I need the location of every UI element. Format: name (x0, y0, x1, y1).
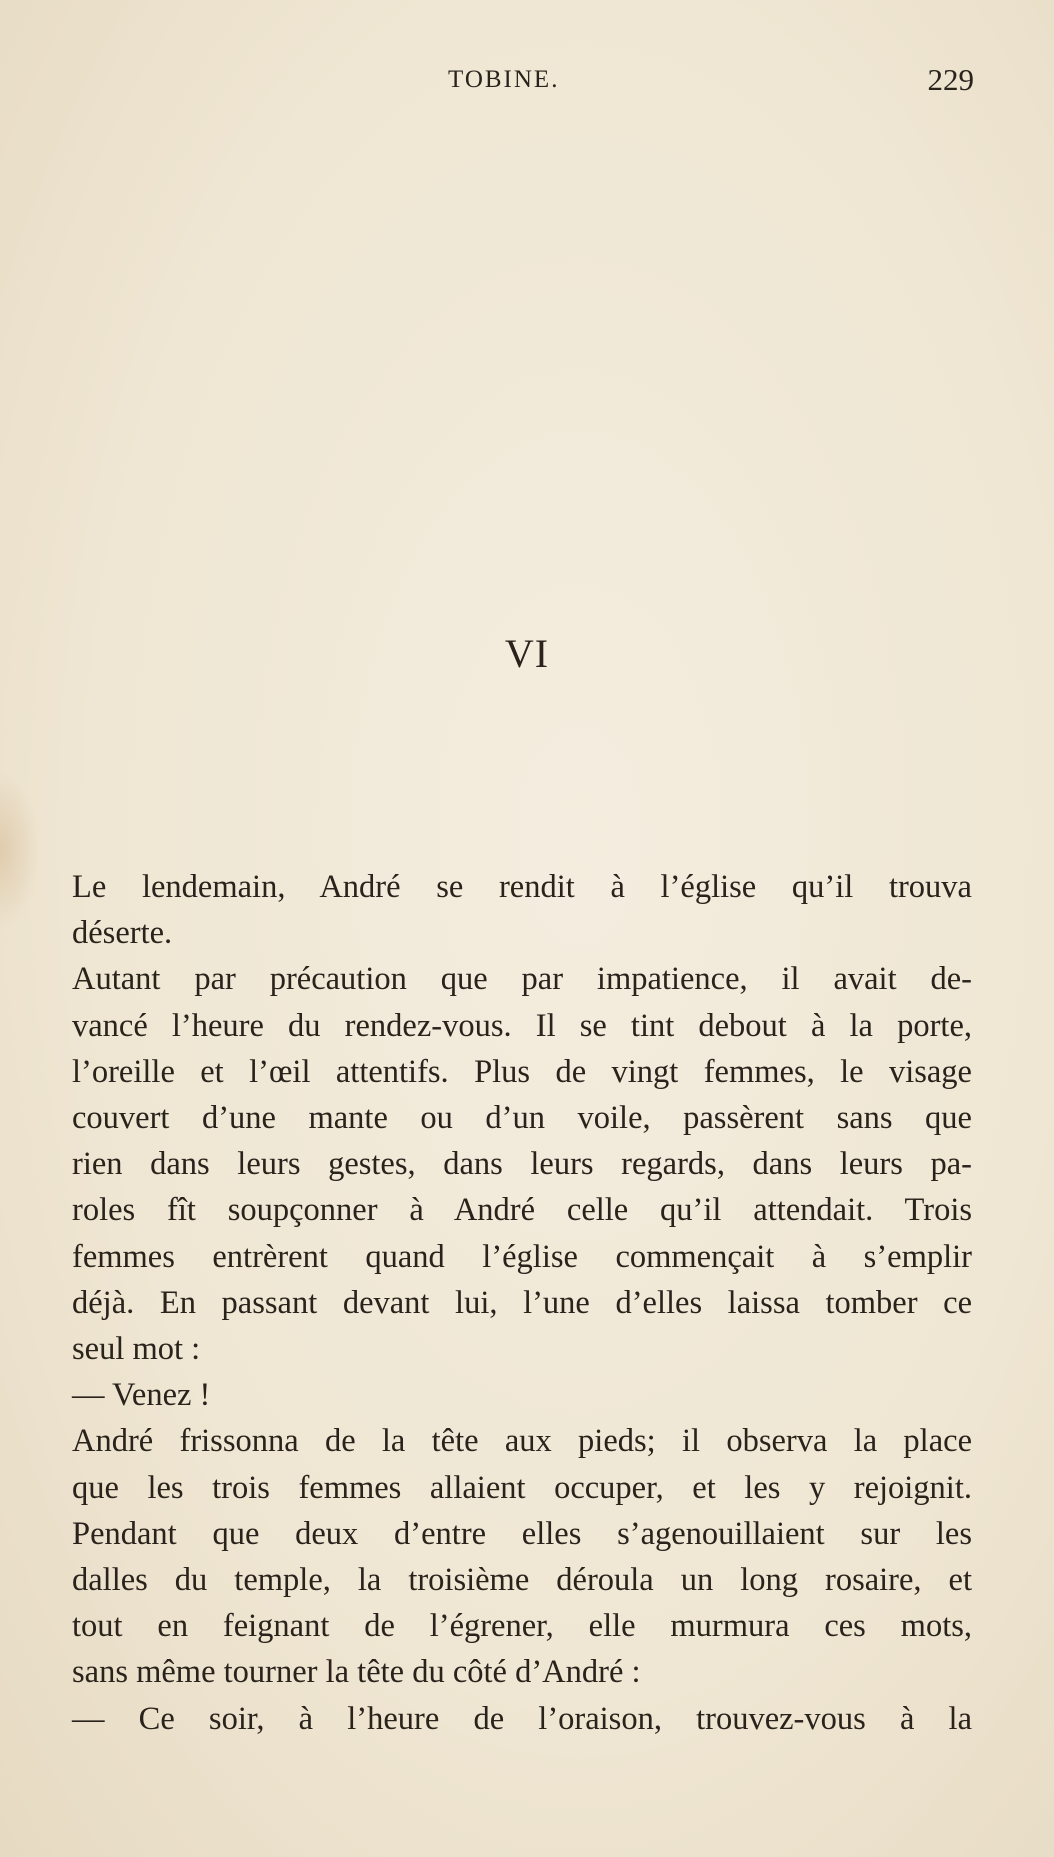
text-line: tout en feignant de l’égrener, elle murmura ces mots, (72, 1608, 972, 1645)
text-line: — Venez ! (72, 1377, 211, 1414)
page-stain (0, 770, 40, 930)
text-line: Le lendemain, André se rendit à l’église qu’il trouva (72, 869, 972, 905)
text-line: rien dans leurs gestes, dans leurs regards, dans leurs pa- (72, 1146, 972, 1183)
text-line: déserte. (72, 915, 173, 952)
text-line: vancé l’heure du rendez-vous. Il se tint debout à la porte, (72, 1007, 972, 1044)
text-line: Autant par précaution que par impatience, il avait de- (72, 961, 972, 998)
running-head: TOBINE. (448, 66, 560, 93)
text-line: Pendant que deux d’entre elles s’agenouillaient sur les (72, 1515, 972, 1552)
chapter-heading: VI (504, 631, 550, 676)
text-line: sans même tourner la tête du côté d’André : (72, 1654, 641, 1691)
page-number: 229 (927, 62, 974, 97)
text-line: l’oreille et l’œil attentifs. Plus de vingt femmes, le visage (72, 1053, 972, 1090)
text-line: — Ce soir, à l’heure de l’oraison, trouvez-vous à la (72, 1700, 972, 1737)
text-line: femmes entrèrent quand l’église commençait à s’emplir (72, 1238, 972, 1275)
text-line: dalles du temple, la troisième déroula un long rosaire, et (72, 1562, 972, 1599)
text-line: roles fît soupçonner à André celle qu’il attendait. Trois (72, 1192, 972, 1229)
text-line: André frissonna de la tête aux pieds; il observa la place (72, 1423, 972, 1460)
text-line: que les trois femmes allaient occuper, et les y rejoignit. (72, 1469, 972, 1506)
body-text (72, 864, 972, 1742)
text-line: seul mot : (72, 1331, 201, 1368)
text-line: couvert d’une mante ou d’un voile, passèrent sans que (72, 1100, 972, 1137)
page-header (68, 62, 974, 102)
text-line: déjà. En passant devant lui, l’une d’elles laissa tomber ce (72, 1284, 972, 1321)
